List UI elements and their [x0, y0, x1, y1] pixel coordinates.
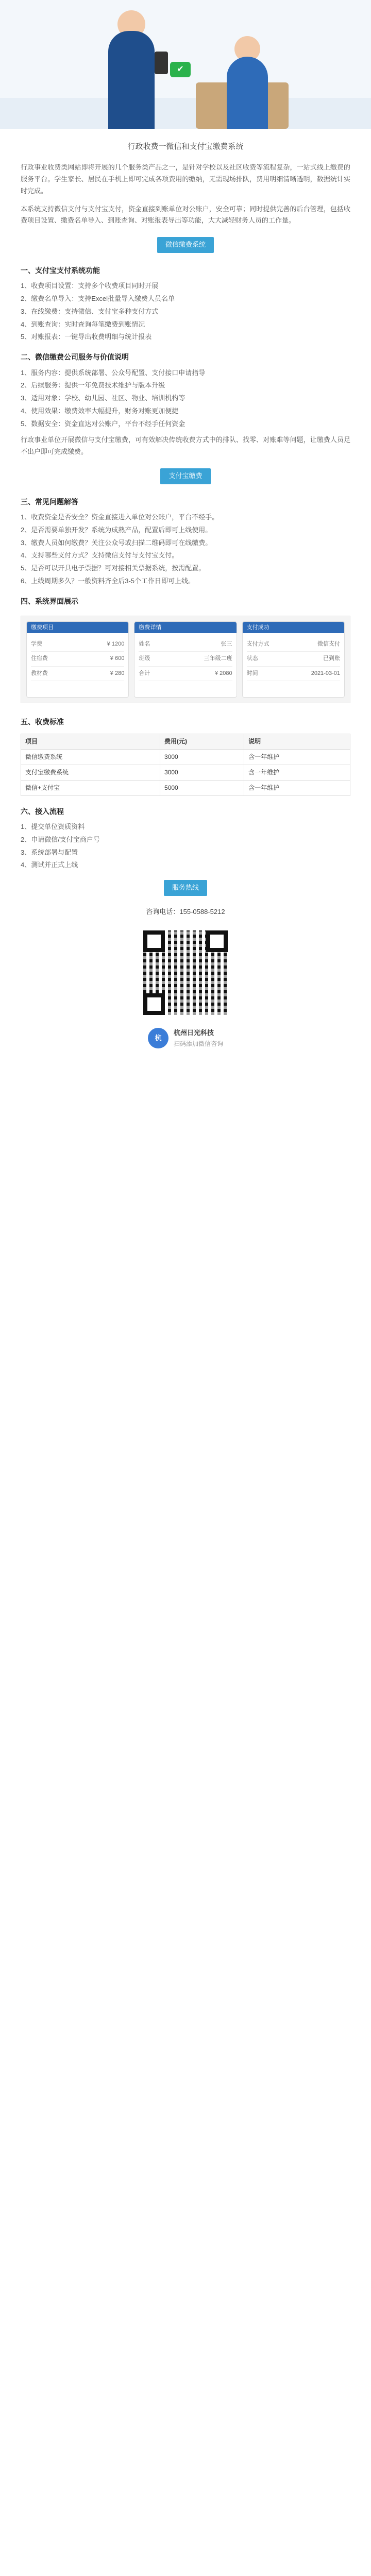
section-heading: 三、常见问题解答	[21, 497, 78, 506]
screen-bar: 支付成功	[243, 622, 344, 633]
screen-row: 支付方式 微信支付	[247, 637, 340, 652]
contact-phone: 咨询电话：155-0588-5212	[146, 907, 225, 916]
table-header-row: 项目 费用(元) 说明	[21, 734, 350, 749]
screenshot-gallery	[21, 616, 350, 703]
screen-card	[134, 621, 237, 698]
list-item: 2、后续服务：提供一年免费技术维护与版本升级	[21, 381, 165, 389]
faq-item: 6、上线周期多久？一般资料齐全后3-5个工作日即可上线。	[21, 577, 195, 585]
faq-list	[0, 510, 371, 589]
list-item: 4、到账查询：实时查询每笔缴费到账情况	[21, 320, 145, 328]
list-item: 3、在线缴费：支持微信、支付宝多种支付方式	[21, 307, 159, 315]
summary-paragraph: 行政事业单位开展微信与支付宝缴费，可有效解决传统收费方式中的排队、找零、对账难等问题，让缴费人员足不出户即可完成缴费。	[21, 436, 350, 455]
contact-sub: 扫码添加微信咨询	[173, 1040, 223, 1048]
screen-row: 住宿费 ¥ 600	[31, 652, 124, 666]
list-item: 3、系统部署与配置	[21, 848, 78, 856]
section-heading: 五、收费标准	[21, 718, 64, 726]
list-item: 4、测试并正式上线	[21, 861, 78, 869]
section-heading: 一、支付宝支付系统功能	[21, 266, 100, 275]
faq-item: 5、是否可以开具电子票据？可对接相关票据系统，按需配置。	[21, 564, 206, 572]
faq-item: 3、缴费人员如何缴费？关注公众号或扫描二维码即可在线缴费。	[21, 538, 212, 547]
section-heading: 二、微信缴费公司服务与价值说明	[21, 353, 129, 361]
screen-bar: 缴费项目	[27, 622, 128, 633]
list-item: 3、适用对象：学校、幼儿园、社区、物业、培训机构等	[21, 394, 185, 402]
list-item: 5、数据安全：资金直达对公账户，平台不经手任何资金	[21, 419, 185, 428]
screen-row: 时间 2021-03-01	[247, 667, 340, 681]
wechat-system-button[interactable]: 微信缴费系统	[157, 237, 214, 253]
price-table	[21, 734, 350, 796]
article-title: 行政收费一微信和支付宝缴费系统	[127, 142, 244, 151]
table-row: 微信+支付宝 5000 含一年维护	[21, 780, 350, 795]
feature-list	[0, 279, 371, 345]
apply-list	[0, 820, 371, 873]
hero-banner	[0, 0, 371, 129]
screen-card	[26, 621, 129, 698]
table-row: 微信缴费系统 3000 含一年维护	[21, 749, 350, 765]
qr-eye	[143, 930, 165, 952]
screen-row: 姓名 张三	[139, 637, 232, 652]
intro-paragraph-2: 本系统支持微信支付与支付宝支付，资金直接到账单位对公账户，安全可靠；同时提供完善的后台管理，包括收费项目设置、缴费名单导入、到账查询、对账报表导出等功能，大大减轻财务人员的工作量。	[21, 205, 350, 225]
section-heading: 四、系统界面展示	[21, 597, 78, 605]
faq-item: 2、是否需要单独开发？系统为成熟产品，配置后即可上线使用。	[21, 526, 212, 534]
screen-row: 班级 三年级二班	[139, 652, 232, 666]
screen-row: 合计 ¥ 2080	[139, 667, 232, 681]
qr-eye	[206, 930, 228, 952]
phone-icon	[155, 52, 168, 74]
table-row: 支付宝缴费系统 3000 含一年维护	[21, 765, 350, 780]
list-item: 4、使用效果：缴费效率大幅提升，财务对账更加便捷	[21, 406, 179, 415]
hotline-button[interactable]: 服务热线	[164, 880, 207, 896]
service-list	[0, 366, 371, 432]
screen-row: 状态 已到账	[247, 652, 340, 666]
list-item: 1、服务内容：提供系统部署、公众号配置、支付接口申请指导	[21, 368, 206, 377]
list-item: 5、对账报表：一键导出收费明细与统计报表	[21, 333, 152, 341]
qr-code	[139, 926, 232, 1019]
faq-item: 4、支持哪些支付方式？支持微信支付与支付宝支付。	[21, 551, 179, 560]
wechat-pay-icon: ✔	[170, 62, 191, 77]
screen-row: 教材费 ¥ 280	[31, 667, 124, 681]
avatar: 杭	[148, 1028, 168, 1048]
section-heading: 六、接入流程	[21, 807, 64, 816]
list-item: 1、提交单位资质资料	[21, 823, 85, 831]
screen-card	[242, 621, 345, 698]
hero-floor	[0, 98, 371, 129]
screen-bar: 缴费详情	[134, 622, 236, 633]
list-item: 2、缴费名单导入：支持Excel批量导入缴费人员名单	[21, 295, 175, 302]
list-item: 1、收费项目设置：支持多个收费项目同时开展	[21, 282, 159, 290]
screen-row: 学费 ¥ 1200	[31, 637, 124, 652]
qr-eye	[143, 993, 165, 1015]
customer-figure	[108, 31, 155, 129]
intro-paragraph: 行政事业收费类网站即将开展的几个服务类产品之一，是针对学校以及社区收费等流程复杂，一站式线上缴费的服务平台。学生家长、居民在手机上即可完成各项费用的缴纳，无需现场排队，费用明细清晰透明，数据统计实时完成。	[21, 163, 350, 195]
contact-card	[0, 1022, 371, 1055]
staff-figure	[227, 57, 268, 129]
list-item: 2、申请微信/支付宝商户号	[21, 835, 100, 843]
faq-item: 1、收费资金是否安全？资金直接进入单位对公账户，平台不经手。	[21, 513, 219, 521]
alipay-button[interactable]: 支付宝缴费	[160, 468, 210, 484]
contact-name: 杭州日光科技	[173, 1028, 214, 1037]
